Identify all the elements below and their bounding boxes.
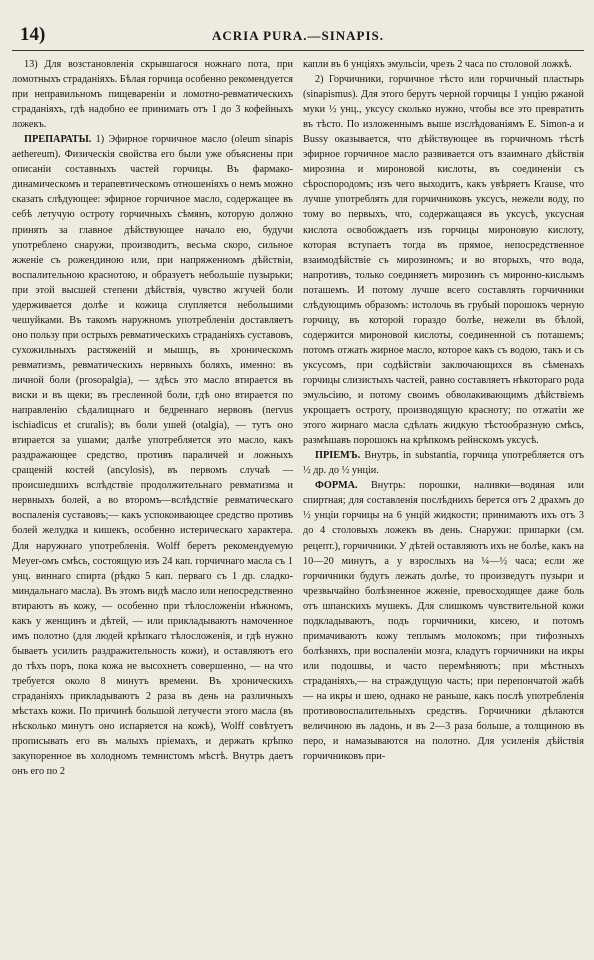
paragraph-13: 13) Для возстановленія скрывшагося ножнаго пота, при ломотныхъ страданіяхъ. Бѣлая горчица особенно рекомендуется при неправильномъ пищевареніи и ломотно-ревматическихъ страданіяхъ, гдѣ надобно ее принимать отъ 1 до 3 кофейныхъ ложекъ.	[12, 59, 293, 131]
continued-paragraph: капли въ 6 унціяхъ эмульсіи, чрезъ 2 часа по столовой ложкѣ.	[303, 59, 572, 70]
page-number: 14)	[20, 24, 46, 45]
section-heading-priem: ПРІЕМЪ.	[315, 450, 361, 462]
form-paragraph	[303, 478, 584, 764]
preparations-paragraph	[12, 132, 293, 779]
dosage-text: Внутрь, in substantia, горчица употребляется отъ ½ др. до ½ унціи.	[303, 450, 584, 477]
right-column	[303, 57, 584, 955]
mustard-plaster-paragraph: 2) Горчичники, горчичное тѣсто или горчичный пластырь (sinapismus). Для этого берутъ черной горчицы 1 унцію ржаной муки ½ унц., уксусу сколько нужно, чтобы все это превратить въ тѣсто. По изложеннымъ выше изслѣдованіямъ E. Simon-а и Bussy оказывается, что дѣйствующее въ горчичномъ тѣстѣ эфирное горчичное масло развивается отъ взаимнаго дѣйствія мирозина и мироновой кислоты, въ соединеніи съ сѣроспородомъ; изъ чего выходитъ, какъ увѣряетъ Krause, что лучше употреблять для горчичниковъ уксусъ, нежели воду, по тому во первыхъ, что, содержащаяся въ уксусѣ, уксусная кислота освобождаетъ изъ горчицы мироновую кислоту, которая вступаетъ тогда въ прямое, непосредственное взаимодѣйствіе съ мирозиномъ; и во вторыхъ, что вода, напротивъ, только соединяетъ мирозинъ съ миронно-кислымъ поташемъ. И потому лучше всего составлять горчичники слѣдующимъ образомъ: истолочь въ грубый порошокъ черную горчицу, въ которой гораздо болѣе, нежели въ бѣлой, содержится мироновой кислоты, соединенной съ поташемъ; потомъ отжать жирное масло, которое какъ съ водою, такъ и съ уксусомъ, при содѣйствіи заключающихся въ сѣменахъ горчицы слизистыхъ частей, равно составляетъ нѣкотораго рода эмульсіию, и потому своимъ обволакивающимъ дѣйствіемъ укрощаетъ остроту, производящую краснoту; по отжатіи же этого жирнаго масла сдѣлать жидкую тѣстообразную смѣсь, размѣшавъ порошокъ на крѣпкомъ рейнскомъ уксусѣ.	[303, 74, 584, 447]
left-column	[12, 57, 293, 955]
section-heading-forma: ФОРМА.	[315, 480, 358, 492]
mustard-oil-paragraph: 1) Эфирное горчичное масло (oleum sinapis aethereum). Физическія свойства его были уже объяснены при описаніи составныхъ частей горчицы. Въ фармако-динамическомъ и терапевтическомъ отношеніяхъ о немъ можно сказать слѣдующее: эфирное горчичное масло, содержащее въ себѣ летучую остроту горчичныхъ сѣмянъ, которую должно принять за главное дѣйствующее начало ею, будучи употреблено снаружи, производитъ, весьма скоро, сильное жженіе съ рожендиною или, при напряженномъ дѣйствіи, воспалительною краснотою, и образуетъ небольшіе пузырьки; при этой высшей степени дѣйствія, чувство жгучей боли удерживается долѣе и кожица слупляется небольшими чешуйками. Въ такомъ наружномъ употребленіи доставляетъ оно пользу при острыхъ ревматическихъ страданіяхъ суставовъ, сухожильныхъ растяженій и мышцъ, въ хроническомъ ревматизмъ, ревматическихъ нервныхъ боляхъ, именно: въ личной боли (prosopalgia), — здѣсь это масло втирается въ виски и въ щеки; въ гресленной боли, гдѣ оно втирается по направленію сѣдалищнаго и бедреннаго нервовъ (nervus ischiadicus et cruralis); въ боли ушей (otalgia), — тутъ оно втирается за ушами; далѣе употребляется это масло, какъ раздражающее средство, противъ параличей и ложныхъ сращеній костей (ancylosis), въ первомъ случаѣ — происшедшихъ вслѣдствіе продолжительнаго ревматизма и нервныхъ болей, а во второмъ—вслѣдствіе ревматическаго воспаленія суставовъ;— какъ успокоивающее средство противъ болей желудка и кишекъ, особенно истерическаго характера. Для наружнаго употребленія. Wolff беретъ рекомендуемую Meyer-омъ смѣсь, состоящую изъ 24 кап. горчичнаго масла съ 1 унц. виннаго спирта (рѣдко 5 кап. перваго съ 1 др. сладко-миндальнаго масла). Въ этомъ видѣ масло или непосредственно втираютъ въ кожу, — особенно при тѣлосложеніи нѣжномъ, какъ у женщинъ и дѣтей, — или прикладываютъ намоченное имъ полотно (для людей крѣпкаго тѣлосложенія, и гдѣ нужно бываетъ усилить раздражительность кожи), и оставляютъ его до тѣхъ поръ, пока кожа не высохнетъ совершенно, — на что требуется около 8 минутъ времени. Въ хроническихъ страданіяхъ прикладываютъ 2 раза въ день на различныхъ мѣстахъ кожи. По причинѣ большой летучести этого масла (въ нѣсколько минутъ оно испаряется на кожѣ), Wolff совѣтуетъ прописывать его въ малыхъ пріемахъ, и держать крѣпко закупоренное въ холодномъ темнистомъ мѣстѣ. Внутрь даетъ онъ его по 2	[12, 134, 293, 778]
page-header	[12, 24, 584, 51]
running-title: ACRIA PURA.—SINAPIS.	[211, 28, 385, 43]
text-columns	[12, 57, 584, 955]
dosage-paragraph	[303, 448, 584, 478]
section-heading-preparaty: ПРЕПАРАТЫ.	[24, 134, 92, 146]
form-text: Внутрь: порошки, наливки—водяная или спиртная; для составленія послѣднихъ берется отъ 2 драхмъ до ½ унціи горчицы на 6 унцій жидкости; принимаютъ ихъ отъ 3 до 4 столовыхъ ложекъ въ день. Снаружи: припарки (см. рецепт.), горчичники. У дѣтей оставляютъ ихъ не болѣе, какъ на 10—20 минутъ, а у взрослыхъ на ¼—½ часа; если же горчичники будутъ лежать долѣе, то произведутъ пузыри и чрезвычайно болѣзненное жженіе, превосходящее даже боль отъ шпанскихъ мушекъ. Для слишкомъ чувствительной кожи подкладываютъ, подъ горчичники, кисею, и потомъ примачиваютъ кожу теплымъ молокомъ; при тифозныхъ болѣзняхъ, при воспаленіи мозга, кладутъ горчичники на икры или подошвы, и часто перемѣняютъ; при мѣстныхъ страданіяхъ,— на страждущую часть; при перепончатой жабѣ — на икры и шею, однако не раньше, какъ послѣ употребленія противовоспалительныхъ средствъ. Горчичники дѣлаются величиною въ ладонь, и въ 2—3 раза больше, а толщиною въ перо, и намазываются на полотно. Для усиленія дѣйствія горчичниковъ при-	[303, 480, 584, 763]
